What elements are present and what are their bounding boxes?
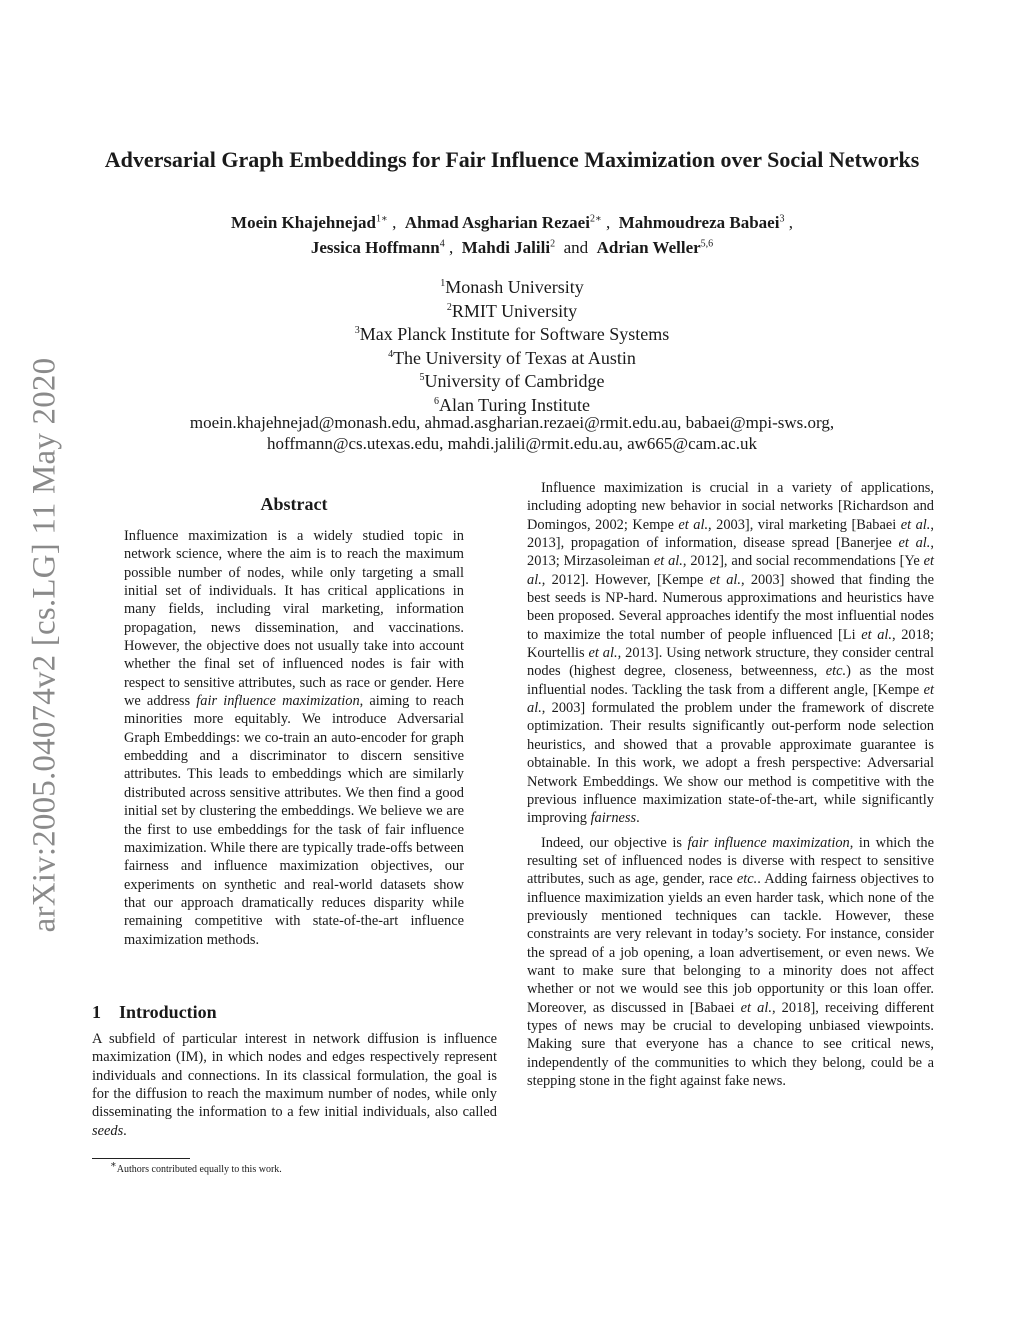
and-word: and bbox=[563, 238, 589, 257]
affil-name: RMIT University bbox=[451, 300, 578, 321]
arxiv-stamp bbox=[22, 340, 68, 950]
emphasis: fair influence maximization bbox=[687, 834, 850, 851]
paper-title: Adversarial Graph Embeddings for Fair Influence Maximization over Social Networks bbox=[104, 147, 920, 172]
arxiv-stamp-text: arXiv:2005.04074v2 [cs.LG] 11 May 2020 bbox=[26, 357, 63, 933]
affiliation bbox=[100, 323, 924, 347]
emphasis: et al. bbox=[527, 553, 934, 588]
emphasis: et al. bbox=[740, 999, 772, 1016]
affil-number: 6 bbox=[433, 395, 439, 407]
abstract-heading: Abstract bbox=[260, 494, 328, 514]
author-affil-mark: 1∗ bbox=[376, 213, 388, 225]
affil-name: Alan Turing Institute bbox=[438, 394, 590, 415]
author-affil-mark: 5,6 bbox=[700, 238, 714, 250]
intro-body-left bbox=[92, 1030, 497, 1140]
emphasis: etc. bbox=[825, 663, 847, 680]
emphasis: seeds bbox=[92, 1122, 124, 1139]
email-line: hoffmann@cs.utexas.edu, mahdi.jalili@rmit.edu.au, aw665@cam.ac.uk bbox=[267, 434, 757, 453]
body-paragraph: Indeed, our objective is fair influence maximization, in which the resulting set of influenced nodes is diverse with respect to sensitive attributes, such as age, gender, race etc.. Adding fairness objectives to influence maximization yields an even harder task, which none of the previously mentioned techniques can tackle. However, these constraints are very relevant in today’s society. For instance, consider the spread of a job opening, a loan advertisement, or even news. We want to make sure that belonging to a minority does not affect whether or not we would see this job opportunity or this loan offer. Moreover, as discussed in [Babaei et al., 2018], receiving different types of news may be crucial to developing unbiased viewpoints. Making sure that everyone has a chance to see critical news, independently of the communities to which they belong, could be a stepping stone in the fight against fake news. bbox=[527, 834, 935, 1089]
footnote-text: Authors contributed equally to this work. bbox=[116, 1164, 282, 1175]
affil-name: Monash University bbox=[445, 277, 584, 297]
emphasis: etc. bbox=[736, 871, 758, 888]
footnote-mark: ∗ bbox=[110, 1159, 117, 1171]
author-list bbox=[100, 210, 924, 260]
section-title: Introduction bbox=[119, 1002, 217, 1022]
affiliation bbox=[100, 300, 924, 324]
affil-number: 5 bbox=[419, 372, 425, 383]
intro-body-right bbox=[527, 479, 934, 1090]
affiliation bbox=[100, 347, 924, 371]
author-line-2: Jessica Hoffmann$^4$ , Mahdi Jalili$^2$ and Adrian Weller$^{5,6}$ bbox=[310, 238, 714, 257]
emphasis: et al. bbox=[588, 645, 618, 662]
email-line: moein.khajehnejad@monash.edu, ahmad.asgharian.rezaei@rmit.edu.au, babaei@mpi-sws.org, bbox=[189, 413, 835, 432]
affil-name: University of Cambridge bbox=[424, 371, 605, 391]
author-name: Ahmad Asgharian Rezaei bbox=[404, 213, 590, 232]
affil-name: Max Planck Institute for Software Systems bbox=[359, 324, 670, 344]
author-affil-mark: 2 bbox=[550, 238, 556, 250]
emphasis: et al. bbox=[709, 571, 741, 588]
emphasis: fairness bbox=[590, 810, 637, 827]
section-heading bbox=[92, 1002, 217, 1023]
body-paragraph: Influence maximization is crucial in a variety of applications, including adopting new behavior in social networks [Richardson and Domingos, 2002; Kempe et al., 2003], viral marketing [Babaei et al., 2013], propagation of information, disease spread [Banerjee et al., 2013; Mirzasoleiman et al., 2012], and social recommendations [Ye et al., 2012]. However, [Kempe et al., 2003] showed that finding the best seeds is NP-hard. Numerous approximations and heuristics have been proposed. Several approaches identify the most influential nodes to maximize the total number of people influenced [Li et al., 2018; Kourtellis et al., 2013]. Using network structure, they consider central nodes (highest degree, closeness, betweenness, etc.) as the most influential nodes. Tackling the task from a different angle, [Kempe et al., 2003] formulated the problem under the framework of discrete optimization. Their results significantly out-perform node selection heuristics, and showed that a provable approximate guarantee is obtainable. In this work, we adopt a fresh perspective: Adversarial Network Embeddings. We show our method is competitive with the previous influence maximization state-of-the-art, while significantly improving fairness. bbox=[527, 480, 935, 827]
affil-number: 2 bbox=[446, 301, 452, 313]
author-name: Moein Khajehnejad bbox=[231, 213, 377, 232]
author-name: Jessica Hoffmann bbox=[310, 238, 440, 257]
emphasis: et al. bbox=[898, 535, 931, 552]
author-name: Adrian Weller bbox=[596, 238, 701, 257]
affil-number: 4 bbox=[388, 348, 394, 360]
emphasis: et al. bbox=[900, 516, 931, 533]
author-affil-mark: 4 bbox=[439, 238, 445, 250]
author-name: Mahdi Jalili bbox=[461, 238, 551, 257]
author-affil-mark: 3 bbox=[779, 213, 785, 225]
affil-name: The University of Texas at Austin bbox=[393, 347, 636, 368]
emphasis: fair influence maximization bbox=[196, 693, 360, 710]
email-list bbox=[100, 412, 924, 454]
abstract-paragraph: Influence maximization is a widely studied topic in network science, where the aim is to reach the maximum possible number of nodes, while only targeting a small initial set of individuals. It has critical applications in many fields, including viral marketing, information propagation, news dissemination, and vaccinations. However, the objective does not usually take into account whether the final set of influenced nodes is fair with respect to sensitive attributes, such as race or gender. Here we address fair influence maximization, aiming to reach minorities more equitably. We introduce Adversarial Graph Embeddings: we co-train an auto-encoder for graph embedding and a discriminator to discern sensitive attributes. This leads to embeddings which are similarly distributed across sensitive attributes. We then find a good initial set by clustering the embeddings. We believe we are the first to use embeddings for the task of fair influence maximization. While there are typically trade-offs between fairness and influence maximization objectives, our experiments on synthetic and real-world datasets show that our approach dramatically reduces disparity while remaining competitive with state-of-the-art influence maximization methods. bbox=[124, 528, 465, 948]
author-line-1: Moein Khajehnejad$^{1∗}$ , Ahmad Asgharian Rezaei$^{2∗}$ , Mahmoudreza Babaei$^3$ , bbox=[231, 213, 793, 232]
footnote-rule bbox=[92, 1158, 190, 1159]
body-paragraph: A subfield of particular interest in network diffusion is influence maximization (IM), in which nodes and edges respectively represent individuals and connections. In its classical formulation, the goal is for the diffusion to reach the maximum number of nodes, while only disseminating the information to a few initial individuals, also called seeds. bbox=[92, 1031, 497, 1139]
emphasis: et al. bbox=[527, 681, 934, 717]
affiliation-list bbox=[100, 276, 924, 417]
emphasis: et al. bbox=[861, 626, 892, 643]
emphasis: et al. bbox=[653, 553, 683, 570]
footnote bbox=[110, 1159, 282, 1175]
author-name: Mahmoudreza Babaei bbox=[618, 213, 780, 232]
affiliation bbox=[100, 370, 924, 394]
author-affil-mark: 2∗ bbox=[589, 213, 602, 225]
affil-number: 1 bbox=[440, 278, 446, 289]
abstract-body bbox=[124, 527, 464, 949]
affil-number: 3 bbox=[354, 325, 360, 336]
emphasis: et al. bbox=[678, 516, 709, 533]
affiliation bbox=[100, 276, 924, 300]
section-number: 1 bbox=[92, 1002, 101, 1022]
